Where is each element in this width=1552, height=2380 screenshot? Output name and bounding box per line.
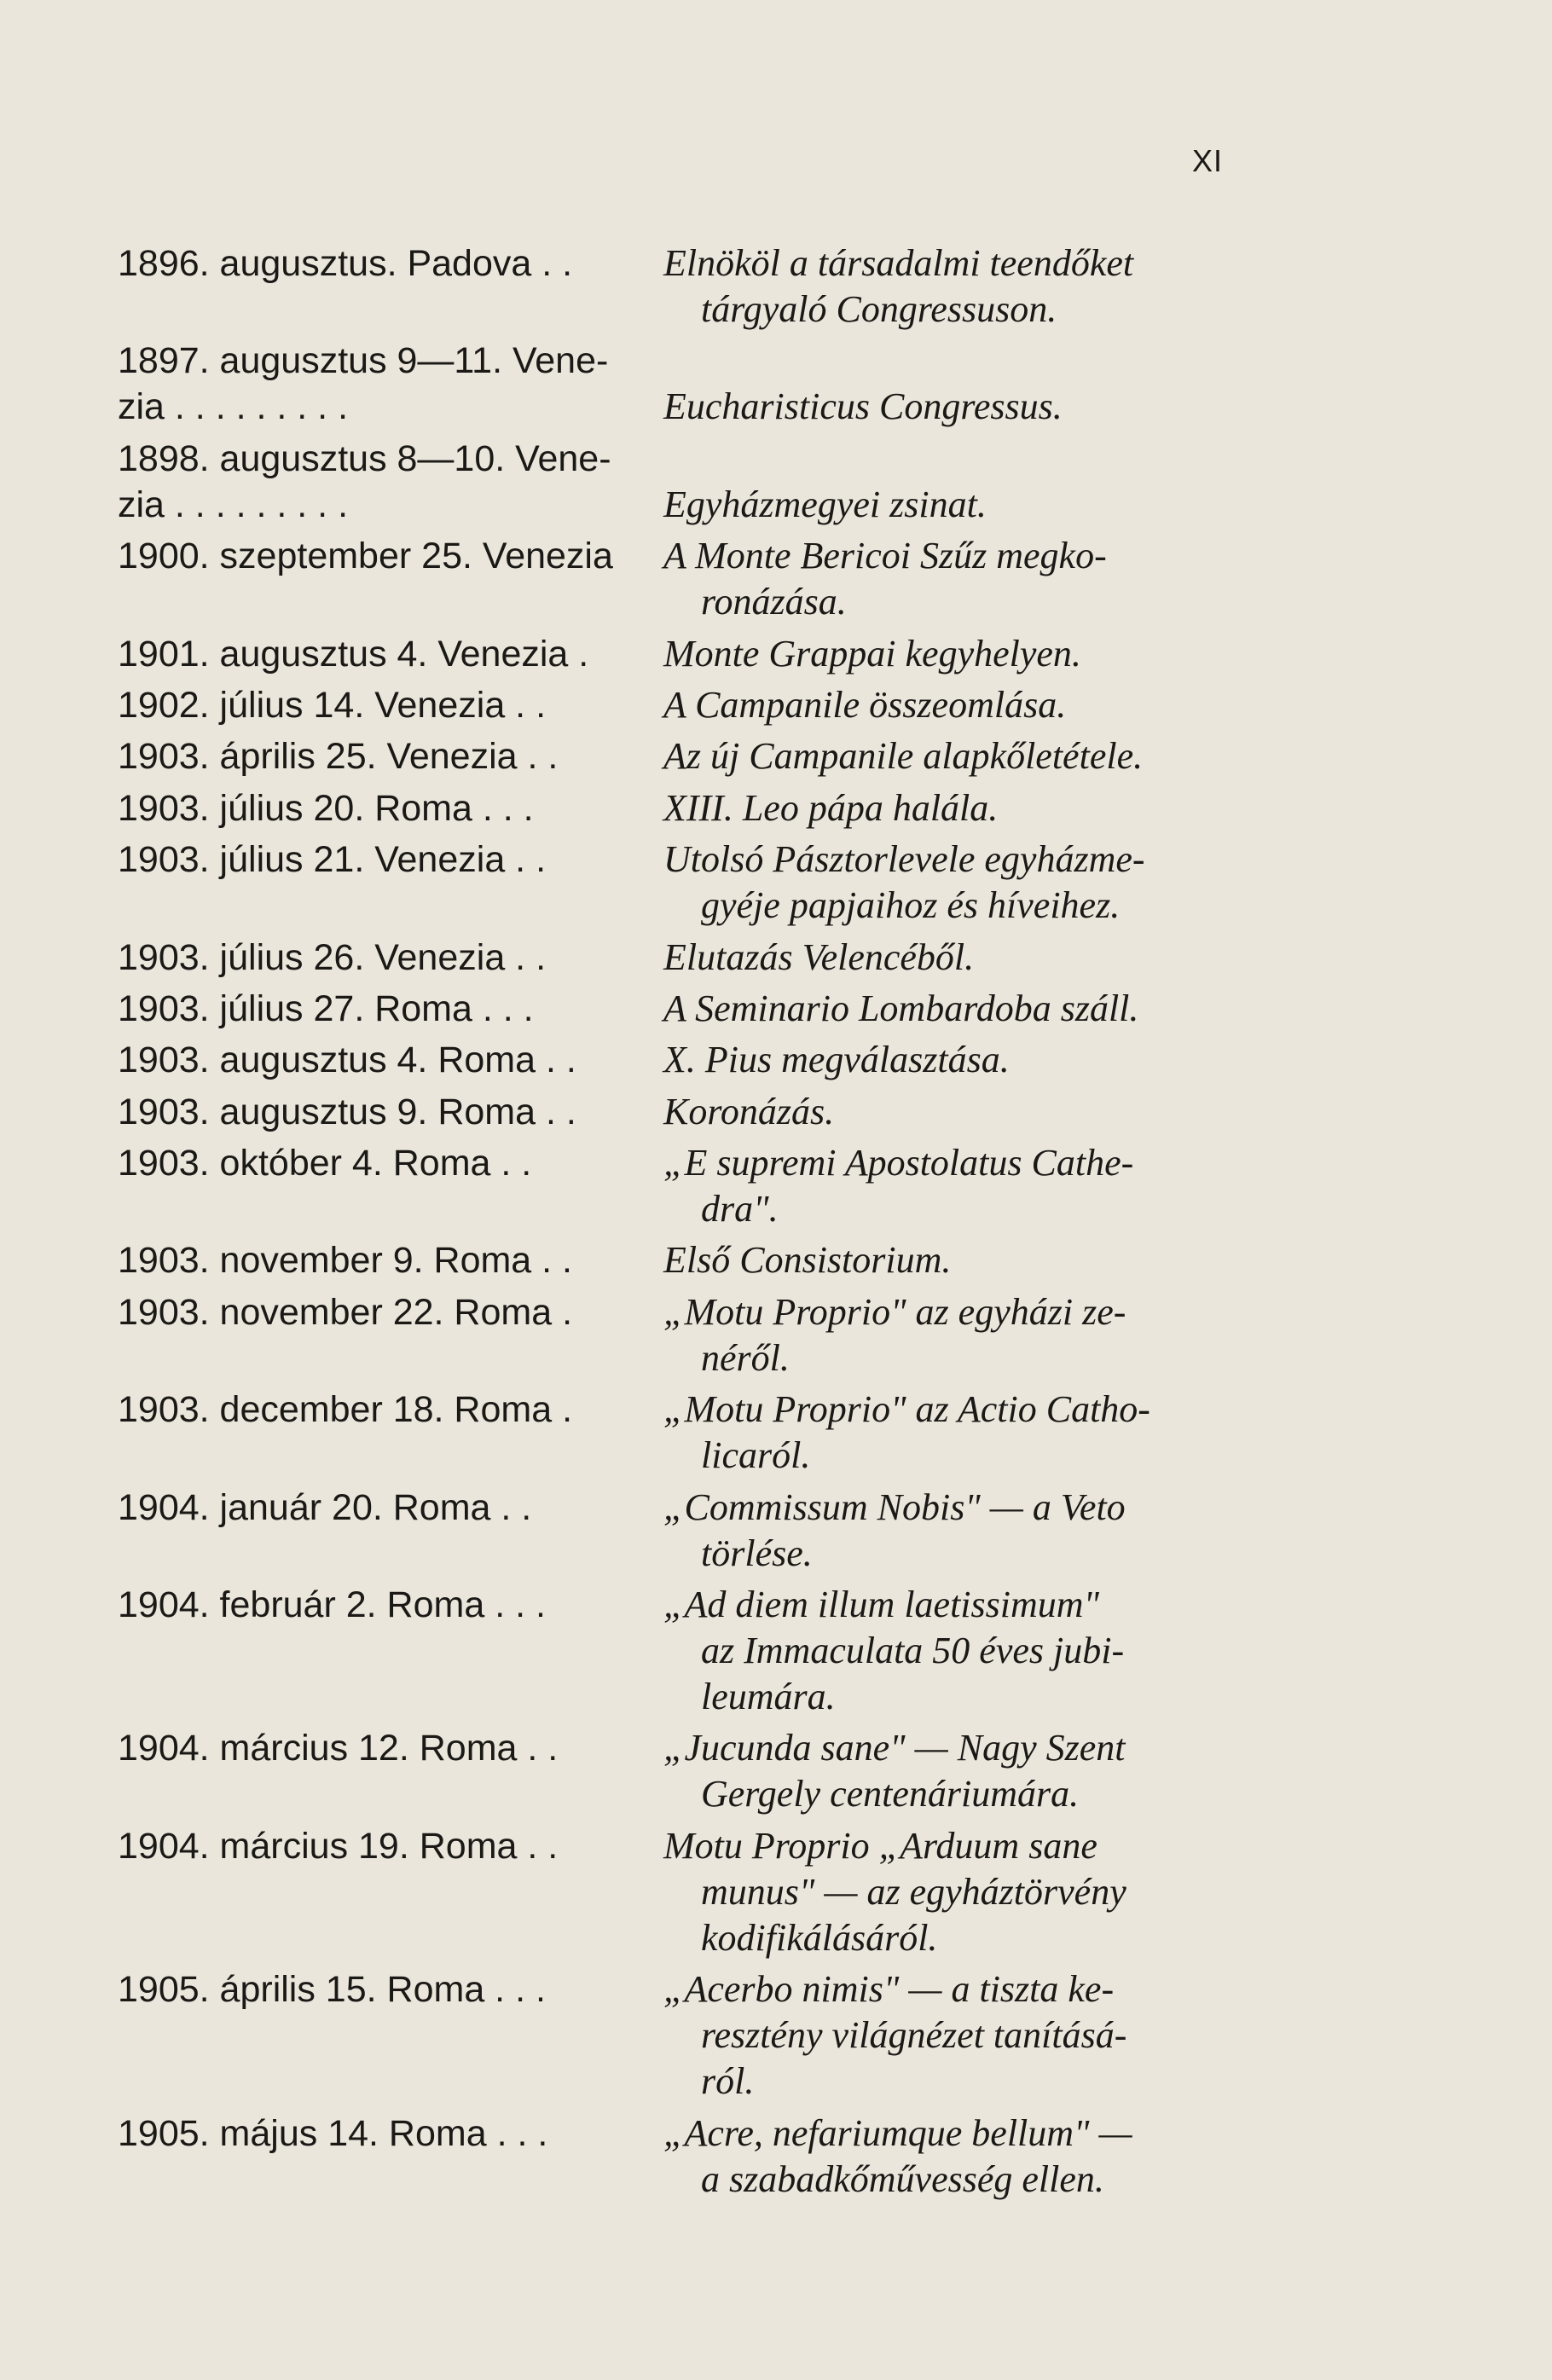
entry-date-place: 1905. április 15. Roma . . . <box>118 1969 546 2011</box>
entry-event: az Immaculata 50 éves jubi- <box>701 1630 1125 1672</box>
entry-event: leumára. <box>701 1676 836 1718</box>
entry-event: Monte Grappai kegyhelyen. <box>663 632 1081 675</box>
entry-date-place: 1903. augusztus 9. Roma . . <box>118 1091 576 1132</box>
chronology-list <box>118 240 1218 2208</box>
entry-event: „Motu Proprio" az egyházi ze- <box>663 1290 1126 1333</box>
chronology-entry <box>118 240 1218 338</box>
entry-event: resztény világnézet tanításá- <box>701 2014 1127 2057</box>
chronology-entry <box>118 986 1218 1037</box>
entry-date-place: 1903. december 18. Roma . <box>118 1389 573 1431</box>
entry-event: tárgyaló Congressuson. <box>701 288 1057 330</box>
entry-date-place: 1903. október 4. Roma . . <box>118 1143 532 1184</box>
entry-date-place: 1903. július 20. Roma . . . <box>118 787 534 829</box>
entry-date-place: 1903. augusztus 4. Roma . . <box>118 1039 576 1081</box>
chronology-entry <box>118 1289 1218 1387</box>
entry-event: „Acre, nefariumque bellum" — <box>663 2111 1132 2154</box>
chronology-entry <box>118 1037 1218 1088</box>
chronology-entry <box>118 436 1218 533</box>
entry-event: Koronázás. <box>663 1090 835 1132</box>
entry-date-place: 1903. július 26. Venezia . . <box>118 936 547 978</box>
entry-date-place: 1903. július 21. Venezia . . <box>118 839 547 881</box>
entry-event: XIII. Leo pápa halála. <box>663 786 999 829</box>
chronology-entry <box>118 1582 1218 1725</box>
entry-date-place: 1904. március 12. Roma . . <box>118 1728 559 1769</box>
chronology-entry <box>118 631 1218 682</box>
entry-date-place: 1903. április 25. Venezia . . <box>118 736 559 778</box>
entry-date-place: 1903. november 9. Roma . . <box>118 1240 573 1282</box>
entry-date-place: 1901. augusztus 4. Venezia . <box>118 633 589 675</box>
chronology-entry <box>118 1823 1218 1966</box>
entry-event: Az új Campanile alapkőletétele. <box>663 735 1144 778</box>
entry-date-place: 1896. augusztus. Padova . . <box>118 243 573 284</box>
entry-event: „Jucunda sane" — Nagy Szent <box>663 1727 1126 1769</box>
chronology-entry <box>118 2111 1218 2208</box>
entry-event: licaról. <box>701 1434 811 1477</box>
entry-date-place: zia . . . . . . . . . <box>118 386 349 428</box>
entry-date-place: 1904. január 20. Roma . . <box>118 1486 532 1528</box>
chronology-entry <box>118 935 1218 986</box>
entry-date-place: 1903. július 27. Roma . . . <box>118 987 534 1029</box>
entry-event: gyéje papjaihoz és híveihez. <box>701 884 1121 927</box>
entry-date-place: 1904. március 19. Roma . . <box>118 1825 559 1867</box>
chronology-entry <box>118 1237 1218 1288</box>
entry-event: munus" — az egyháztörvény <box>701 1870 1126 1913</box>
entry-event: ról. <box>701 2060 755 2103</box>
entry-date-place: 1898. augusztus 8—10. Vene- <box>118 437 611 479</box>
chronology-entry <box>118 785 1218 837</box>
entry-date-place: 1897. augusztus 9—11. Vene- <box>118 340 609 382</box>
entry-date-place: 1900. szeptember 25. Venezia <box>118 536 613 577</box>
entry-event: kodifikálásáról. <box>701 1916 938 1959</box>
entry-event: ronázása. <box>701 581 847 623</box>
chronology-entry <box>118 1089 1218 1140</box>
entry-event: „Acerbo nimis" — a tiszta ke- <box>663 1968 1115 2011</box>
entry-date-place: 1904. február 2. Roma . . . <box>118 1584 546 1626</box>
entry-event: A Seminario Lombardoba száll. <box>663 987 1139 1029</box>
entry-event: A Monte Bericoi Szűz megko- <box>663 535 1107 577</box>
entry-date-place: 1903. november 22. Roma . <box>118 1291 573 1333</box>
chronology-entry <box>118 1140 1218 1237</box>
entry-event: Első Consistorium. <box>663 1239 952 1282</box>
entry-date-place: 1902. július 14. Venezia . . <box>118 684 547 726</box>
entry-event: Egyházmegyei zsinat. <box>663 483 987 525</box>
entry-date-place: 1905. május 14. Roma . . . <box>118 2112 548 2154</box>
entry-event: „Ad diem illum laetissimum" <box>663 1584 1100 1626</box>
chronology-entry <box>118 733 1218 785</box>
entry-event: Eucharisticus Congressus. <box>663 385 1063 428</box>
entry-event: „Motu Proprio" az Actio Catho- <box>663 1388 1150 1431</box>
entry-event: Motu Proprio „Arduum sane <box>663 1824 1097 1867</box>
entry-event: törlése. <box>701 1532 813 1574</box>
chronology-entry <box>118 1966 1218 2110</box>
chronology-entry <box>118 338 1218 435</box>
chronology-entry <box>118 1485 1218 1582</box>
entry-event: „E supremi Apostolatus Cathe- <box>663 1142 1134 1184</box>
entry-event: Elnököl a társadalmi teendőket <box>663 242 1134 284</box>
entry-event: X. Pius megválasztása. <box>663 1039 1010 1081</box>
chronology-entry <box>118 1725 1218 1822</box>
chronology-entry <box>118 1387 1218 1484</box>
chronology-entry <box>118 533 1218 630</box>
entry-event: „Commissum Nobis" — a Veto <box>663 1485 1126 1528</box>
entry-event: néről. <box>701 1336 790 1379</box>
entry-event: Elutazás Velencéből. <box>663 935 975 978</box>
entry-event: Utolsó Pásztorlevele egyházme- <box>663 838 1145 881</box>
entry-event: dra". <box>701 1188 779 1231</box>
entry-event: a szabadkőművesség ellen. <box>701 2157 1104 2200</box>
entry-event: Gergely centenáriumára. <box>701 1773 1080 1815</box>
page-number: XI <box>1192 143 1224 178</box>
chronology-entry <box>118 837 1218 934</box>
entry-event: A Campanile összeomlása. <box>663 683 1067 726</box>
entry-date-place: zia . . . . . . . . . <box>118 484 349 525</box>
chronology-entry <box>118 682 1218 733</box>
